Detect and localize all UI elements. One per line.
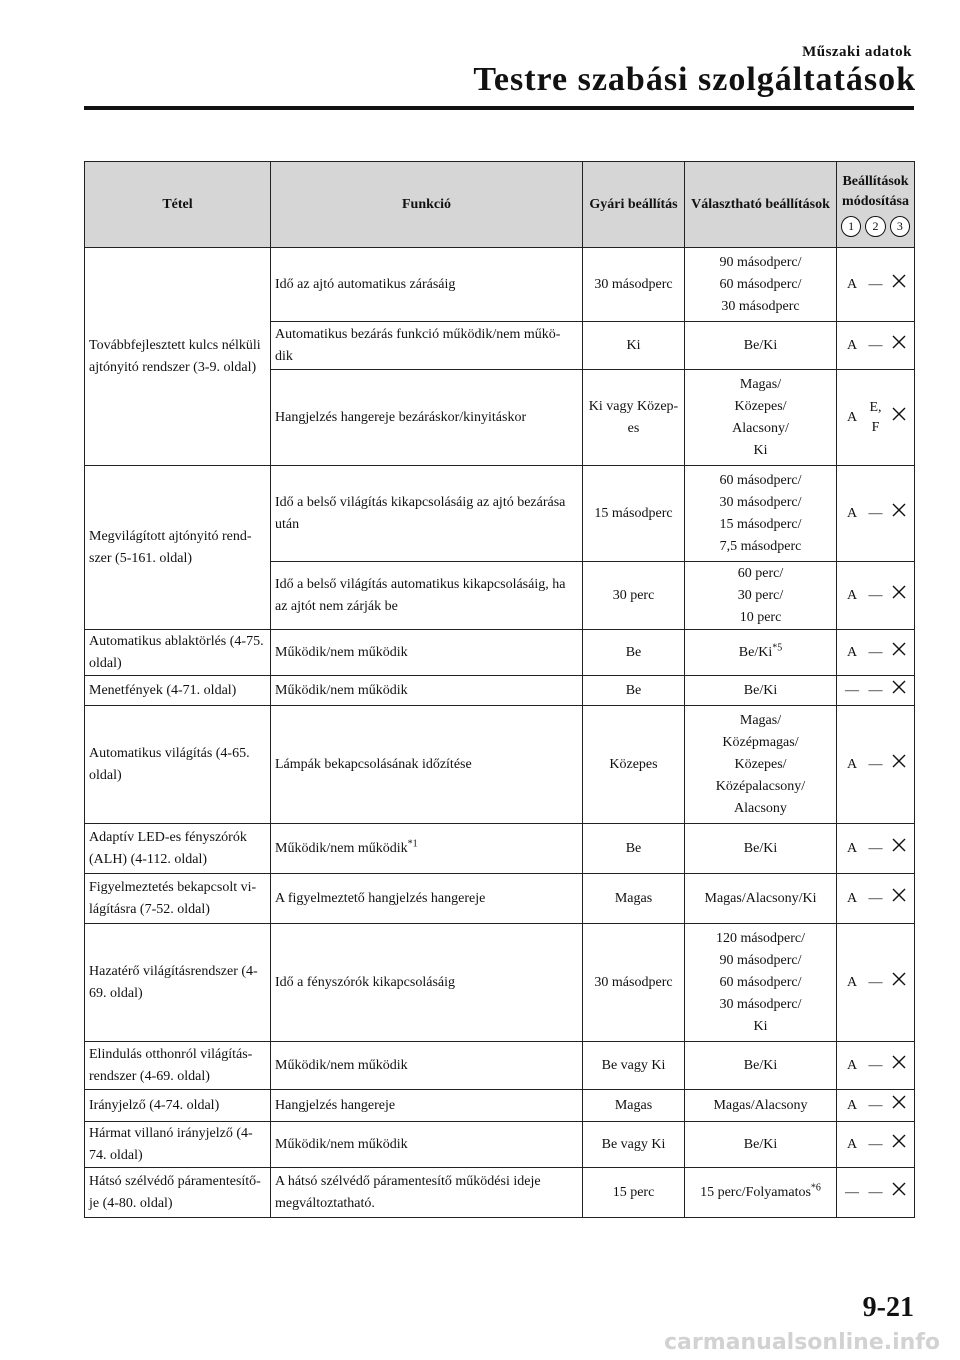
circled-1-icon: 1: [841, 216, 861, 237]
option-text: 60 másodperc/: [719, 974, 802, 990]
method-1-value: A: [846, 1057, 858, 1073]
change-cell: [837, 370, 915, 466]
option-text: Középalacsony/: [715, 778, 806, 794]
table-row: [85, 824, 915, 874]
option-line: [689, 798, 832, 820]
function-text: Idő az ajtó automatikus zárásáig: [275, 276, 456, 292]
cross-icon: [888, 585, 910, 607]
function-cell: [271, 1042, 583, 1090]
options-cell: [685, 370, 837, 466]
change-methods: [837, 838, 914, 860]
cross-icon: [888, 972, 910, 994]
option-line: [689, 1055, 832, 1077]
function-text: Lámpák bekapcsolásának időzítése: [275, 756, 472, 772]
table-row: [85, 248, 915, 322]
option-text: 90 másodperc/: [719, 254, 802, 270]
item-cell: Megvilágított ajtónyitó rend-szer (5-161. oldal): [85, 466, 271, 630]
cross-icon: [888, 1134, 910, 1156]
option-text: 60 perc/: [737, 565, 784, 581]
item-cell: Hármat villanó irányjelző (4-74. oldal): [85, 1122, 271, 1168]
method-1-value: A: [846, 587, 858, 603]
function-cell: [271, 676, 583, 706]
function-cell: [271, 706, 583, 824]
change-cell: [837, 562, 915, 630]
option-line: [689, 732, 832, 754]
page-title: Testre szabási szolgáltatások: [473, 61, 916, 98]
method-1-value: A: [846, 1097, 858, 1113]
option-line: [689, 396, 832, 418]
options-cell: [685, 562, 837, 630]
item-cell: Automatikus ablaktörlés (4-75. oldal): [85, 630, 271, 676]
col-header-item: Tétel: [85, 162, 271, 248]
factory-cell: 15 másodperc: [583, 466, 685, 562]
change-methods: [837, 585, 914, 607]
option-text: Középmagas/: [722, 734, 799, 750]
change-methods: [837, 1055, 914, 1077]
method-2-value: —: [868, 1184, 883, 1200]
change-cell: [837, 1090, 915, 1122]
option-text: 15 másodperc/: [719, 516, 802, 532]
option-text: Be/Ki: [743, 337, 778, 353]
factory-cell: Közepes: [583, 706, 685, 824]
change-methods: [837, 398, 914, 438]
option-text: Magas/: [739, 712, 782, 728]
change-methods: [837, 503, 914, 525]
option-text: 10 perc: [739, 609, 782, 625]
options-cell: [685, 630, 837, 676]
method-2-value: E, F: [869, 399, 882, 435]
option-line: [689, 335, 832, 357]
option-line: [689, 536, 832, 558]
change-cell: [837, 676, 915, 706]
cross-icon: [888, 1095, 910, 1117]
table-row: [85, 1042, 915, 1090]
item-cell: Adaptív LED-es fényszórók (ALH) (4-112. oldal): [85, 824, 271, 874]
change-cell: [837, 630, 915, 676]
method-2-value: —: [868, 276, 883, 292]
change-header-label: Beállítások módosítása: [842, 174, 909, 209]
method-1-value: A: [846, 756, 858, 772]
option-line: [689, 754, 832, 776]
table-row: [85, 676, 915, 706]
change-methods: [837, 1182, 914, 1204]
cross-icon: [888, 335, 910, 357]
table-row: [85, 924, 915, 1042]
factory-cell: 30 másodperc: [583, 924, 685, 1042]
function-cell: [271, 1090, 583, 1122]
col-header-function: Funkció: [271, 162, 583, 248]
customization-table: [84, 161, 915, 1218]
change-methods: [837, 1134, 914, 1156]
option-line: [689, 1134, 832, 1156]
circled-2-icon: 2: [865, 216, 885, 237]
option-line: [689, 972, 832, 994]
factory-cell: 30 másodperc: [583, 248, 685, 322]
option-text: 90 másodperc/: [719, 952, 802, 968]
method-1-value: A: [846, 840, 858, 856]
method-1-value: A: [846, 505, 858, 521]
function-cell: [271, 466, 583, 562]
option-line: [689, 928, 832, 950]
function-text: A hátsó szélvédő páramentesítő működési ideje megváltoztatható.: [275, 1173, 541, 1211]
section-label: Műszaki adatok: [802, 44, 912, 60]
method-1-value: A: [846, 1136, 858, 1152]
factory-cell: Magas: [583, 1090, 685, 1122]
function-cell: [271, 562, 583, 630]
option-line: [689, 642, 832, 664]
change-cell: [837, 1168, 915, 1218]
option-line: [689, 680, 832, 702]
factory-cell: 15 perc: [583, 1168, 685, 1218]
options-cell: [685, 824, 837, 874]
factory-cell: Ki vagy Közep-es: [583, 370, 685, 466]
cross-icon: [888, 838, 910, 860]
function-text: Automatikus bezárás funkció működik/nem műkö-dik: [275, 326, 561, 364]
option-line: [689, 563, 832, 585]
function-text: Hangjelzés hangereje: [275, 1097, 396, 1113]
option-text: 30 másodperc/: [719, 494, 802, 510]
header-rule: [84, 106, 914, 110]
function-cell: [271, 322, 583, 370]
cross-icon: [888, 888, 910, 910]
option-text: Alacsony/: [732, 420, 789, 436]
factory-cell: Be: [583, 676, 685, 706]
item-cell: Továbbfejlesztett kulcs nélküli ajtónyitó rendszer (3-9. oldal): [85, 248, 271, 466]
item-cell: Elindulás otthonról világítás-rendszer (4-69. oldal): [85, 1042, 271, 1090]
option-text: Ki: [753, 442, 768, 458]
function-cell: [271, 1168, 583, 1218]
method-2-value: —: [868, 682, 883, 698]
change-methods: [837, 972, 914, 994]
option-line: [689, 1016, 832, 1038]
table-row: [85, 706, 915, 824]
method-1-value: —: [845, 1184, 859, 1200]
factory-cell: Ki: [583, 322, 685, 370]
option-text: Be/Ki: [743, 840, 778, 856]
function-text: Idő a belső világítás kikapcsolásáig az ajtó bezárása után: [275, 494, 566, 532]
change-cell: [837, 924, 915, 1042]
cross-icon: [888, 680, 910, 702]
method-1-value: A: [846, 644, 858, 660]
change-cell: [837, 322, 915, 370]
option-text: 30 perc/: [737, 587, 784, 603]
change-methods: [837, 680, 914, 702]
option-line: [689, 1095, 832, 1117]
item-cell: Hátsó szélvédő páramentesítő-je (4-80. oldal): [85, 1168, 271, 1218]
factory-cell: Be vagy Ki: [583, 1122, 685, 1168]
options-cell: [685, 248, 837, 322]
change-methods: [837, 274, 914, 296]
item-cell: Figyelmeztetés bekapcsolt vi-lágításra (7-52. oldal): [85, 874, 271, 924]
option-line: [689, 252, 832, 274]
page-header: [0, 0, 960, 120]
option-line: [689, 776, 832, 798]
watermark: carmanualsonline.info: [664, 1330, 940, 1355]
option-text: 30 másodperc: [721, 298, 800, 314]
option-text: Közepes/: [734, 756, 787, 772]
option-line: [689, 838, 832, 860]
change-methods: [837, 1095, 914, 1117]
option-line: [689, 440, 832, 462]
options-cell: [685, 1090, 837, 1122]
option-text: 120 másodperc/: [715, 930, 806, 946]
option-text: 60 másodperc/: [719, 276, 802, 292]
option-line: [689, 888, 832, 910]
cross-icon: [888, 1055, 910, 1077]
option-text: Közepes/: [734, 398, 787, 414]
footnote-marker: *6: [810, 1181, 821, 1193]
item-cell: Hazatérő világításrendszer (4-69. oldal): [85, 924, 271, 1042]
method-1-value: A: [846, 276, 858, 292]
table-body: [85, 248, 915, 1218]
method-2-value: —: [868, 1057, 883, 1073]
function-text: Idő a fényszórók kikapcsolásáig: [275, 974, 455, 990]
table-header-row: [85, 162, 915, 248]
cross-icon: [888, 1182, 910, 1204]
footnote-marker: *5: [772, 641, 783, 653]
factory-cell: 30 perc: [583, 562, 685, 630]
function-cell: [271, 248, 583, 322]
option-text: Be/Ki: [743, 1136, 778, 1152]
option-line: [689, 418, 832, 440]
method-2-value: —: [868, 1097, 883, 1113]
cross-icon: [888, 503, 910, 525]
function-text: Idő a belső világítás automatikus kikapcsolásáig, ha az ajtót nem zárják be: [275, 576, 566, 614]
method-1-value: A: [846, 974, 858, 990]
method-2-value: —: [868, 1136, 883, 1152]
option-line: [689, 514, 832, 536]
option-text: 15 perc/Folyamatos: [700, 1184, 811, 1200]
option-text: Be/Ki: [743, 682, 778, 698]
options-cell: [685, 924, 837, 1042]
change-methods: [837, 888, 914, 910]
factory-cell: Be vagy Ki: [583, 1042, 685, 1090]
footnote-marker: *1: [407, 837, 418, 849]
method-2-value: —: [868, 756, 883, 772]
change-cell: [837, 466, 915, 562]
change-methods: [837, 754, 914, 776]
change-cell: [837, 874, 915, 924]
option-text: 60 másodperc/: [719, 472, 802, 488]
options-cell: [685, 1168, 837, 1218]
option-text: Be/Ki: [743, 1057, 778, 1073]
item-cell: Automatikus világítás (4-65. oldal): [85, 706, 271, 824]
method-2-value: —: [868, 890, 883, 906]
options-cell: [685, 874, 837, 924]
change-cell: [837, 248, 915, 322]
cross-icon: [888, 274, 910, 296]
function-cell: [271, 924, 583, 1042]
cross-icon: [888, 754, 910, 776]
option-line: [689, 950, 832, 972]
function-cell: [271, 370, 583, 466]
function-text: A figyelmeztető hangjelzés hangereje: [275, 890, 486, 906]
option-line: [689, 470, 832, 492]
function-text: Hangjelzés hangereje bezáráskor/kinyitáskor: [275, 409, 527, 425]
table-row: [85, 1090, 915, 1122]
options-cell: [685, 676, 837, 706]
option-text: Alacsony: [734, 800, 787, 816]
method-1-value: A: [846, 890, 858, 906]
table-row: [85, 1122, 915, 1168]
factory-cell: Be: [583, 824, 685, 874]
option-line: [689, 374, 832, 396]
option-line: [689, 274, 832, 296]
factory-cell: Be: [583, 630, 685, 676]
option-text: Magas/Alacsony: [713, 1097, 808, 1113]
option-line: [689, 710, 832, 732]
option-line: [689, 296, 832, 318]
change-cell: [837, 706, 915, 824]
option-text: 7,5 másodperc: [719, 538, 802, 554]
option-text: Magas/Alacsony/Ki: [704, 890, 817, 906]
option-text: 30 másodperc/: [719, 996, 802, 1012]
method-1-value: —: [845, 682, 859, 698]
option-line: [689, 585, 832, 607]
change-methods: [837, 335, 914, 357]
item-cell: Irányjelző (4-74. oldal): [85, 1090, 271, 1122]
cross-icon: [888, 407, 910, 429]
option-line: [689, 994, 832, 1016]
options-cell: [685, 322, 837, 370]
method-2-value: —: [868, 505, 883, 521]
page-number: 9-21: [862, 1292, 914, 1323]
function-text: Működik/nem működik: [275, 644, 408, 660]
table-row: [85, 1168, 915, 1218]
option-line: [689, 492, 832, 514]
table-row: [85, 466, 915, 562]
options-cell: [685, 466, 837, 562]
change-cell: [837, 824, 915, 874]
function-text: Működik/nem működik: [275, 1057, 408, 1073]
option-line: [689, 607, 832, 629]
function-cell: [271, 874, 583, 924]
function-text: Működik/nem működik: [275, 840, 408, 856]
factory-cell: Magas: [583, 874, 685, 924]
method-1-value: A: [846, 337, 858, 353]
options-cell: [685, 1122, 837, 1168]
option-line: [689, 1182, 832, 1204]
col-header-factory: Gyári beállítás: [583, 162, 685, 248]
function-cell: [271, 630, 583, 676]
function-cell: [271, 824, 583, 874]
table-row: [85, 874, 915, 924]
item-cell: Menetfények (4-71. oldal): [85, 676, 271, 706]
option-text: Ki: [753, 1018, 768, 1034]
method-2-value: —: [868, 337, 883, 353]
options-cell: [685, 706, 837, 824]
options-cell: [685, 1042, 837, 1090]
function-text: Működik/nem működik: [275, 682, 408, 698]
method-2-value: —: [868, 840, 883, 856]
option-text: Magas/: [739, 376, 782, 392]
change-methods: [837, 642, 914, 664]
function-cell: [271, 1122, 583, 1168]
table-row: [85, 630, 915, 676]
method-2-value: —: [868, 644, 883, 660]
col-header-options: Választható beállítások: [685, 162, 837, 248]
function-text: Működik/nem működik: [275, 1136, 408, 1152]
method-2-value: —: [868, 974, 883, 990]
col-header-change: [837, 162, 915, 248]
method-2-value: —: [868, 587, 883, 603]
change-cell: [837, 1042, 915, 1090]
change-cell: [837, 1122, 915, 1168]
change-badges: [841, 216, 910, 237]
cross-icon: [888, 642, 910, 664]
circled-3-icon: 3: [890, 216, 910, 237]
option-text: Be/Ki: [738, 644, 773, 660]
method-1-value: A: [846, 409, 858, 425]
